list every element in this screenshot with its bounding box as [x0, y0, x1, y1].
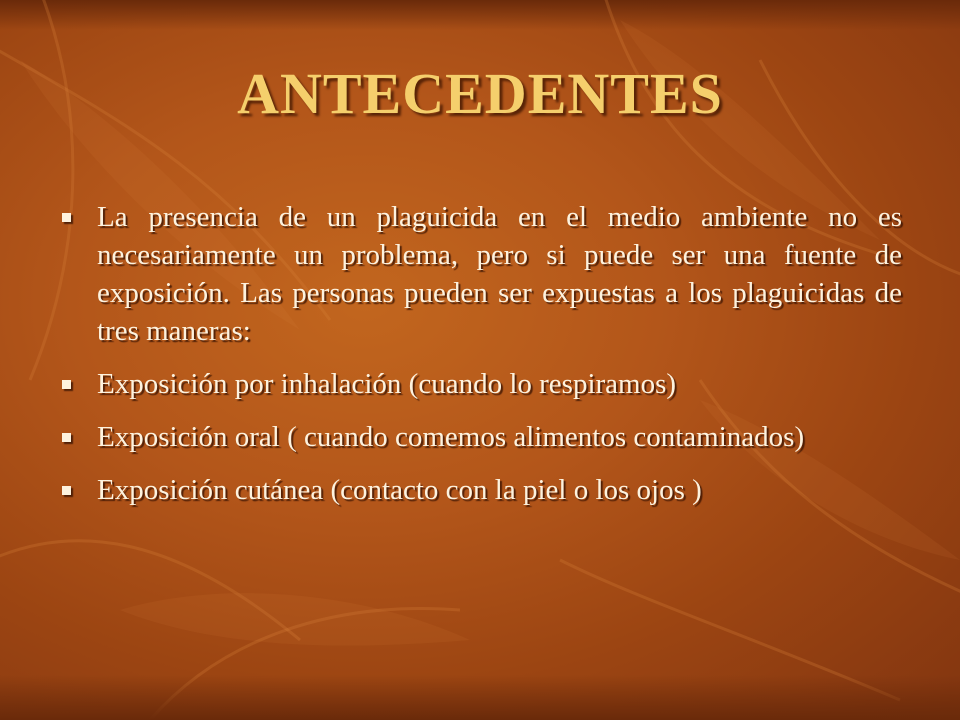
list-item — [60, 198, 902, 350]
square-bullet-icon — [62, 433, 71, 442]
list-item-text: La presencia de un plaguicida en el medio ambiente no es necesariamente un problema, pero si puede ser una fuente de exposición. Las personas pueden ser expuestas a los plaguicidas de tres maneras: — [97, 201, 902, 347]
bullet-list — [60, 198, 902, 524]
list-item-text: Exposición por inhalación (cuando lo respiramos) — [97, 368, 677, 400]
square-bullet-icon — [62, 380, 71, 389]
slide-title: ANTECEDENTES — [237, 61, 723, 126]
square-bullet-icon — [62, 213, 71, 222]
list-item-text: Exposición cutánea (contacto con la piel o los ojos ) — [97, 474, 702, 506]
list-item — [60, 418, 902, 456]
list-item — [60, 365, 902, 403]
list-item — [60, 471, 902, 509]
list-item-text: Exposición oral ( cuando comemos alimentos contaminados) — [97, 421, 805, 453]
square-bullet-icon — [62, 486, 71, 495]
